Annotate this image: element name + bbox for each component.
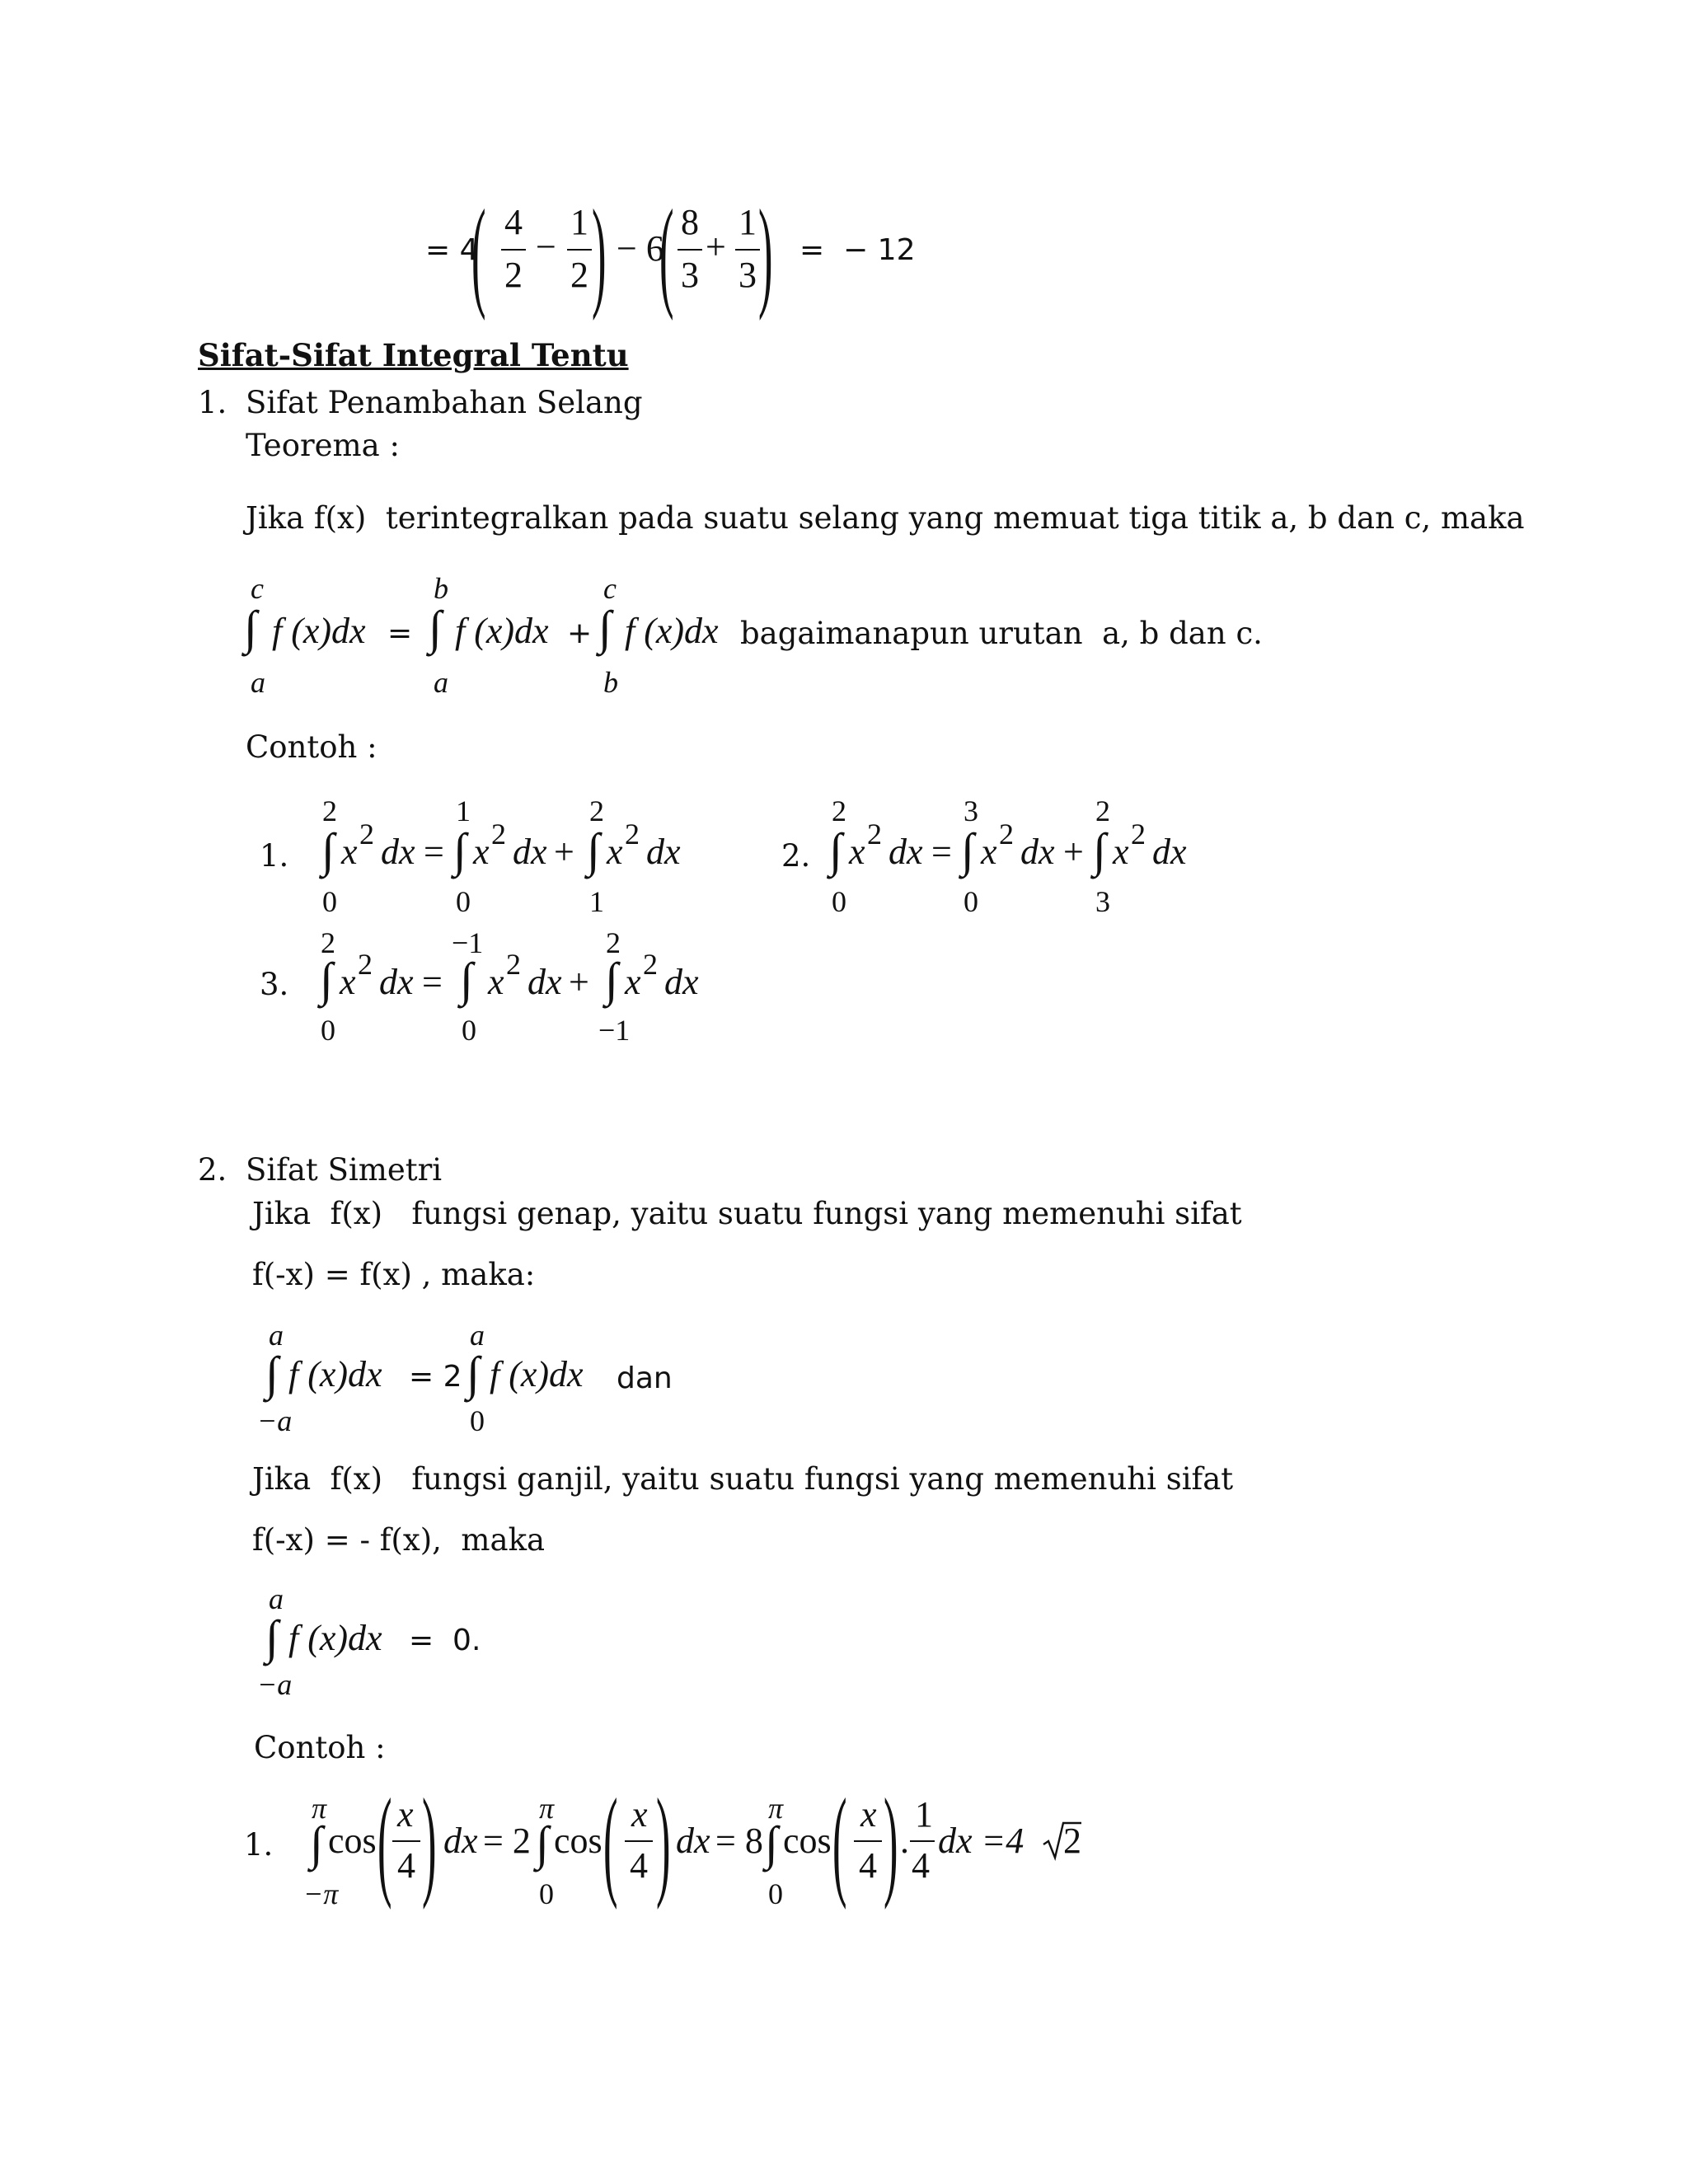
fraction-bar [910,1840,935,1842]
integrand: f (x)dx [625,611,719,651]
upper-limit: b [434,572,448,605]
exponent: 2 [358,948,373,981]
exponent: 2 [643,948,658,981]
upper-limit: 2 [606,926,621,959]
fraction-denominator: 4 [859,1845,877,1886]
upper-limit: 2 [321,926,335,959]
integrand-variable: x [625,962,641,1002]
example-number: 2. [781,838,811,874]
example-number: 3. [260,967,289,1002]
fraction-bar [678,249,702,251]
fraction-denominator: 4 [630,1845,648,1886]
upper-limit: c [251,572,264,605]
differential: dx [646,832,681,872]
integrand: f (x)dx [288,1618,382,1658]
integral-sign: ∫ [310,1816,323,1870]
integrand-variable: x [488,962,504,1002]
odd-function-line: Jika f(x) fungsi ganjil, yaitu suatu fungsi yang memenuhi sifat [252,1461,1234,1497]
integral-sign: ∫ [765,1816,778,1870]
equals-two: = 2 [409,1360,462,1394]
integral-sign: ∫ [605,953,618,1006]
lower-limit: −a [257,1668,293,1701]
exponent: 2 [625,818,640,851]
integrand-variable: x [340,962,356,1002]
cos-function: cos [783,1821,832,1861]
fraction-bar [854,1840,882,1842]
integrand-variable: x [849,832,865,872]
fraction-bar [625,1840,653,1842]
lower-limit: −a [257,1404,293,1437]
integral-sign: ∫ [1093,823,1106,877]
equals-sign: = [931,832,952,872]
lower-limit: −1 [598,1014,631,1047]
integrand: f (x)dx [272,611,366,651]
left-paren: ( [471,185,486,321]
left-paren: ( [377,1774,392,1910]
minus-six: − 6 [617,228,664,269]
upper-limit: π [539,1792,555,1825]
item-title: Sifat Simetri [246,1152,443,1188]
fraction-denominator: 4 [397,1845,415,1886]
example-label: Contoh : [246,729,377,765]
odd-function-condition: f(-x) = - f(x), maka [252,1522,546,1558]
radicand: 2 [1063,1821,1081,1861]
integrand-variable: x [981,832,997,872]
even-function-condition: f(-x) = f(x) , maka: [252,1257,536,1292]
integral-sign: ∫ [320,953,333,1006]
plus-sign: + [567,616,593,650]
cos-function: cos [554,1821,603,1861]
formula-suffix: bagaimanapun urutan a, b dan c. [740,616,1263,651]
upper-limit: π [312,1792,327,1825]
integral-sign: ∫ [536,1816,549,1870]
lower-limit: 0 [470,1404,485,1437]
right-paren: ) [758,185,773,321]
lower-limit: −π [303,1877,339,1910]
fraction-bar [501,249,526,251]
fraction-bar [392,1840,420,1842]
differential: dx [889,832,923,872]
equals-sign: = [387,616,413,650]
multiplication-dot: . [900,1821,909,1861]
integrand-variable: x [473,832,490,872]
fraction-denominator: 3 [738,255,757,295]
differential: dx [676,1821,710,1861]
left-paren: ( [832,1774,847,1910]
differential: dx [443,1821,478,1861]
plus-sign: + [1063,832,1084,872]
even-function-line: Jika f(x) fungsi genap, yaitu suatu fungsi yang memenuhi sifat [252,1196,1242,1231]
integral-sign: ∫ [829,823,842,877]
integrand-variable: x [341,832,358,872]
lower-limit: a [251,666,265,699]
equals-two: = 2 [483,1821,531,1861]
exponent: 2 [359,818,374,851]
integral-sign: ∫ [453,823,467,877]
cos-function: cos [328,1821,377,1861]
result: = 0. [409,1624,481,1657]
final-result: dx =4 [938,1821,1025,1861]
differential: dx [379,962,414,1002]
integral-sign: ∫ [598,601,612,654]
item-number: 2. [198,1152,227,1188]
fraction-numerator: 1 [738,202,757,242]
lower-limit: 0 [321,1014,335,1047]
fraction-denominator: 2 [504,255,523,295]
right-paren: ) [422,1774,437,1910]
exponent: 2 [999,818,1014,851]
fraction-numerator: 4 [504,202,523,242]
upper-limit: 2 [589,794,604,827]
left-paren: ( [603,1774,618,1910]
lower-limit: 0 [322,885,337,918]
upper-limit: c [603,572,617,605]
minus-sign: − [536,227,556,267]
integrand: f (x)dx [490,1354,584,1394]
fraction-numerator: 1 [570,202,588,242]
integrand-variable: x [1113,832,1129,872]
lower-limit: 0 [768,1877,783,1910]
example-number: 1. [260,838,289,874]
right-paren: ) [884,1774,898,1910]
fraction-bar [735,249,760,251]
left-paren: ( [659,185,674,321]
equals-sign: = [422,962,443,1002]
lower-limit: 0 [964,885,978,918]
integral-sign: ∫ [961,823,974,877]
exponent: 2 [506,948,521,981]
upper-limit: 2 [832,794,846,827]
equals-sign: = [424,832,444,872]
lower-limit: 0 [462,1014,476,1047]
integral-sign: ∫ [265,1610,279,1664]
integral-sign: ∫ [429,601,442,654]
differential: dx [1020,832,1055,872]
equals-four: = 4 [425,233,479,267]
example-number: 1. [244,1827,274,1863]
lower-limit: 0 [832,885,846,918]
fraction-numerator: 8 [681,202,699,242]
upper-limit: a [269,1319,284,1352]
plus-sign: + [554,832,574,872]
lower-limit: 0 [539,1877,554,1910]
integrand-variable: x [607,832,623,872]
upper-limit: 1 [456,794,471,827]
fraction-denominator: 3 [681,255,699,295]
lower-limit: 1 [589,885,604,918]
fraction-bar [567,249,592,251]
item-number: 1. [198,385,227,420]
lower-limit: a [434,666,448,699]
upper-limit: a [269,1582,284,1615]
theorem-label: Teorema : [246,428,400,463]
integrand: f (x)dx [455,611,549,651]
integral-sign: ∫ [587,823,600,877]
fraction-numerator: x [397,1794,414,1835]
exponent: 2 [867,818,882,851]
item-title: Sifat Penambahan Selang [246,385,643,420]
fraction-denominator: 4 [912,1845,930,1886]
differential: dx [528,962,562,1002]
integral-sign: ∫ [265,1347,279,1400]
integrand: f (x)dx [288,1354,382,1394]
lower-limit: b [603,666,618,699]
plus-sign: + [706,227,726,267]
lower-limit: 3 [1095,885,1110,918]
differential: dx [513,832,547,872]
upper-limit: −1 [452,926,484,959]
conjunction: dan [617,1361,673,1395]
integral-sign: ∫ [460,953,473,1006]
upper-limit: 2 [322,794,337,827]
right-paren: ) [592,185,607,321]
integral-sign: ∫ [244,601,257,654]
theorem-statement: Jika f(x) terintegralkan pada suatu selang yang memuat tiga titik a, b dan c, maka [246,500,1525,536]
exponent: 2 [491,818,506,851]
integral-sign: ∫ [467,1347,480,1400]
differential: dx [381,832,415,872]
exponent: 2 [1131,818,1146,851]
fraction-numerator: 1 [915,1794,933,1835]
integral-sign: ∫ [321,823,335,877]
plus-sign: + [569,962,589,1002]
equals-eight: = 8 [715,1821,763,1861]
lower-limit: 0 [456,885,471,918]
differential: dx [664,962,699,1002]
section-heading: Sifat-Sifat Integral Tentu [198,337,629,373]
upper-limit: a [470,1319,485,1352]
example-label: Contoh : [254,1730,386,1765]
right-paren: ) [656,1774,671,1910]
fraction-numerator: x [631,1794,648,1835]
result: = − 12 [799,233,916,267]
upper-limit: 3 [964,794,978,827]
upper-limit: 2 [1095,794,1110,827]
fraction-numerator: x [860,1794,877,1835]
upper-limit: π [768,1792,784,1825]
fraction-denominator: 2 [570,255,588,295]
differential: dx [1152,832,1187,872]
